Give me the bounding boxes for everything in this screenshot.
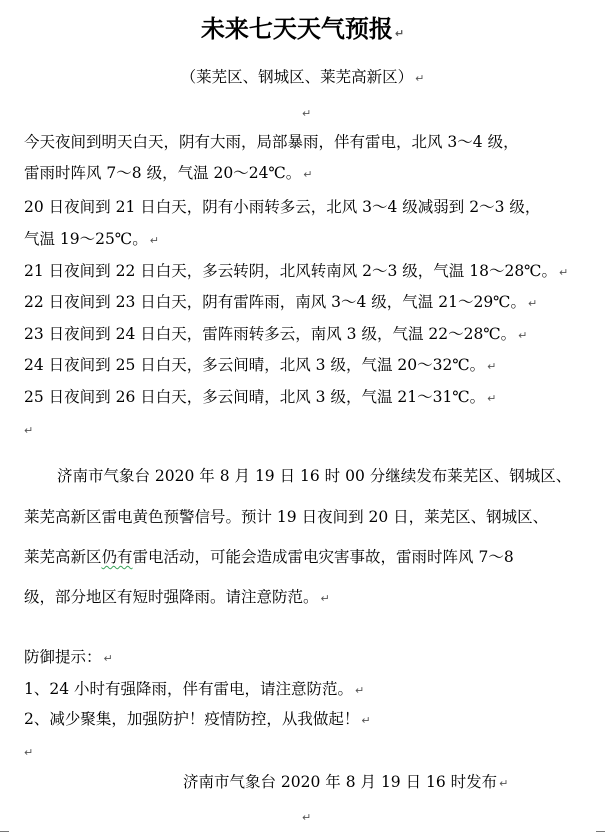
- forecast-line: [24, 323, 527, 347]
- forecast-line: [24, 386, 496, 410]
- warning-text: 莱芜高新区: [24, 548, 102, 566]
- page-margin-marker: [0, 822, 9, 832]
- signature-text: 济南市气象台 2020 年 8 月 19 日 16 时发布: [183, 773, 498, 791]
- paragraph-mark-icon: ↵: [528, 297, 538, 310]
- forecast-line: [24, 228, 159, 252]
- paragraph-mark-icon: ↵: [302, 811, 312, 824]
- paragraph-mark-icon: ↵: [487, 392, 497, 405]
- forecast-text: 24 日夜间到 25 日白天，多云间晴，北风 3 级，气温 20～32℃。: [24, 356, 486, 374]
- forecast-line: [24, 291, 537, 315]
- empty-paragraph: [22, 740, 33, 764]
- paragraph-mark-icon: ↵: [355, 684, 365, 697]
- forecast-line: [24, 162, 313, 186]
- warning-text: 级，部分地区有短时强降雨。请注意防范。: [24, 588, 319, 606]
- warning-line: [57, 465, 571, 487]
- warning-line: [24, 506, 548, 528]
- tips-heading: [24, 646, 113, 670]
- paragraph-mark-icon: ↵: [303, 168, 313, 181]
- paragraph-mark-icon: ↵: [487, 360, 497, 373]
- warning-line: [24, 586, 330, 610]
- paragraph-mark-icon: ↵: [518, 329, 528, 342]
- paragraph-mark-icon: ↵: [24, 746, 34, 759]
- paragraph-mark-icon: ↵: [559, 266, 569, 279]
- paragraph-mark-icon: ↵: [394, 27, 405, 40]
- empty-paragraph: [300, 101, 311, 125]
- paragraph-mark-icon: ↵: [415, 72, 425, 85]
- document-title: [0, 12, 605, 51]
- warning-text: 雷电活动，可能会造成雷电灾害事故，雷雨时阵风 7～8: [132, 548, 514, 566]
- forecast-text: 22 日夜间到 23 日白天，阴有雷阵雨，南风 3～4 级，气温 21～29℃。: [24, 293, 527, 311]
- forecast-text: 25 日夜间到 26 日白天，多云间晴，北风 3 级，气温 21～31℃。: [24, 388, 486, 406]
- forecast-text: 20 日夜间到 21 日白天，阴有小雨转多云，北风 3～4 级减弱到 2～3 级，: [24, 198, 541, 216]
- forecast-text: 23 日夜间到 24 日白天，雷阵雨转多云，南风 3 级，气温 22～28℃。: [24, 325, 517, 343]
- page-margin-marker: [596, 822, 605, 832]
- warning-text: 济南市气象台 2020 年 8 月 19 日 16 时 00 分继续发布莱芜区、钢城区、: [57, 467, 572, 485]
- paragraph-mark-icon: ↵: [149, 234, 159, 247]
- paragraph-mark-icon: ↵: [499, 777, 509, 790]
- forecast-line: [24, 131, 519, 153]
- warning-text: 莱芜高新区雷电黄色预警信号。预计 19 日夜间到 20 日，莱芜区、钢城区、: [24, 508, 549, 526]
- tip-item: [24, 678, 364, 702]
- forecast-text: 21 日夜间到 22 日白天，多云转阴，北风转南风 2～3 级，气温 18～28℃。: [24, 262, 558, 280]
- forecast-text: 今天夜间到明天白天，阴有大雨，局部暴雨，伴有雷电，北风 3～4 级，: [24, 133, 519, 151]
- forecast-text: 气温 19～25℃。: [24, 230, 148, 248]
- paragraph-mark-icon: ↵: [320, 592, 330, 605]
- title-text: 未来七天天气预报: [200, 15, 393, 43]
- empty-paragraph: [300, 805, 311, 829]
- grammar-check-underline: 仍有: [101, 548, 133, 566]
- paragraph-mark-icon: ↵: [361, 714, 371, 727]
- subtitle-text: （莱芜区、钢城区、莱芜高新区）: [180, 68, 414, 86]
- document-subtitle: [0, 66, 605, 90]
- empty-paragraph: [22, 418, 33, 442]
- forecast-line: [24, 196, 540, 218]
- tip-item: [24, 708, 371, 732]
- forecast-line: [24, 260, 568, 284]
- warning-line: [24, 546, 514, 568]
- paragraph-mark-icon: ↵: [103, 652, 113, 665]
- tips-heading-text: 防御提示：: [24, 648, 102, 666]
- tip-text: 2、减少聚集，加强防护！疫情防控，从我做起！: [24, 710, 360, 728]
- forecast-text: 雷雨时阵风 7～8 级，气温 20～24℃。: [24, 164, 302, 182]
- paragraph-mark-icon: ↵: [24, 424, 34, 437]
- forecast-line: [24, 354, 496, 378]
- tip-text: 1、24 小时有强降雨，伴有雷电，请注意防范。: [24, 680, 354, 698]
- signature: [183, 771, 508, 795]
- paragraph-mark-icon: ↵: [302, 107, 312, 120]
